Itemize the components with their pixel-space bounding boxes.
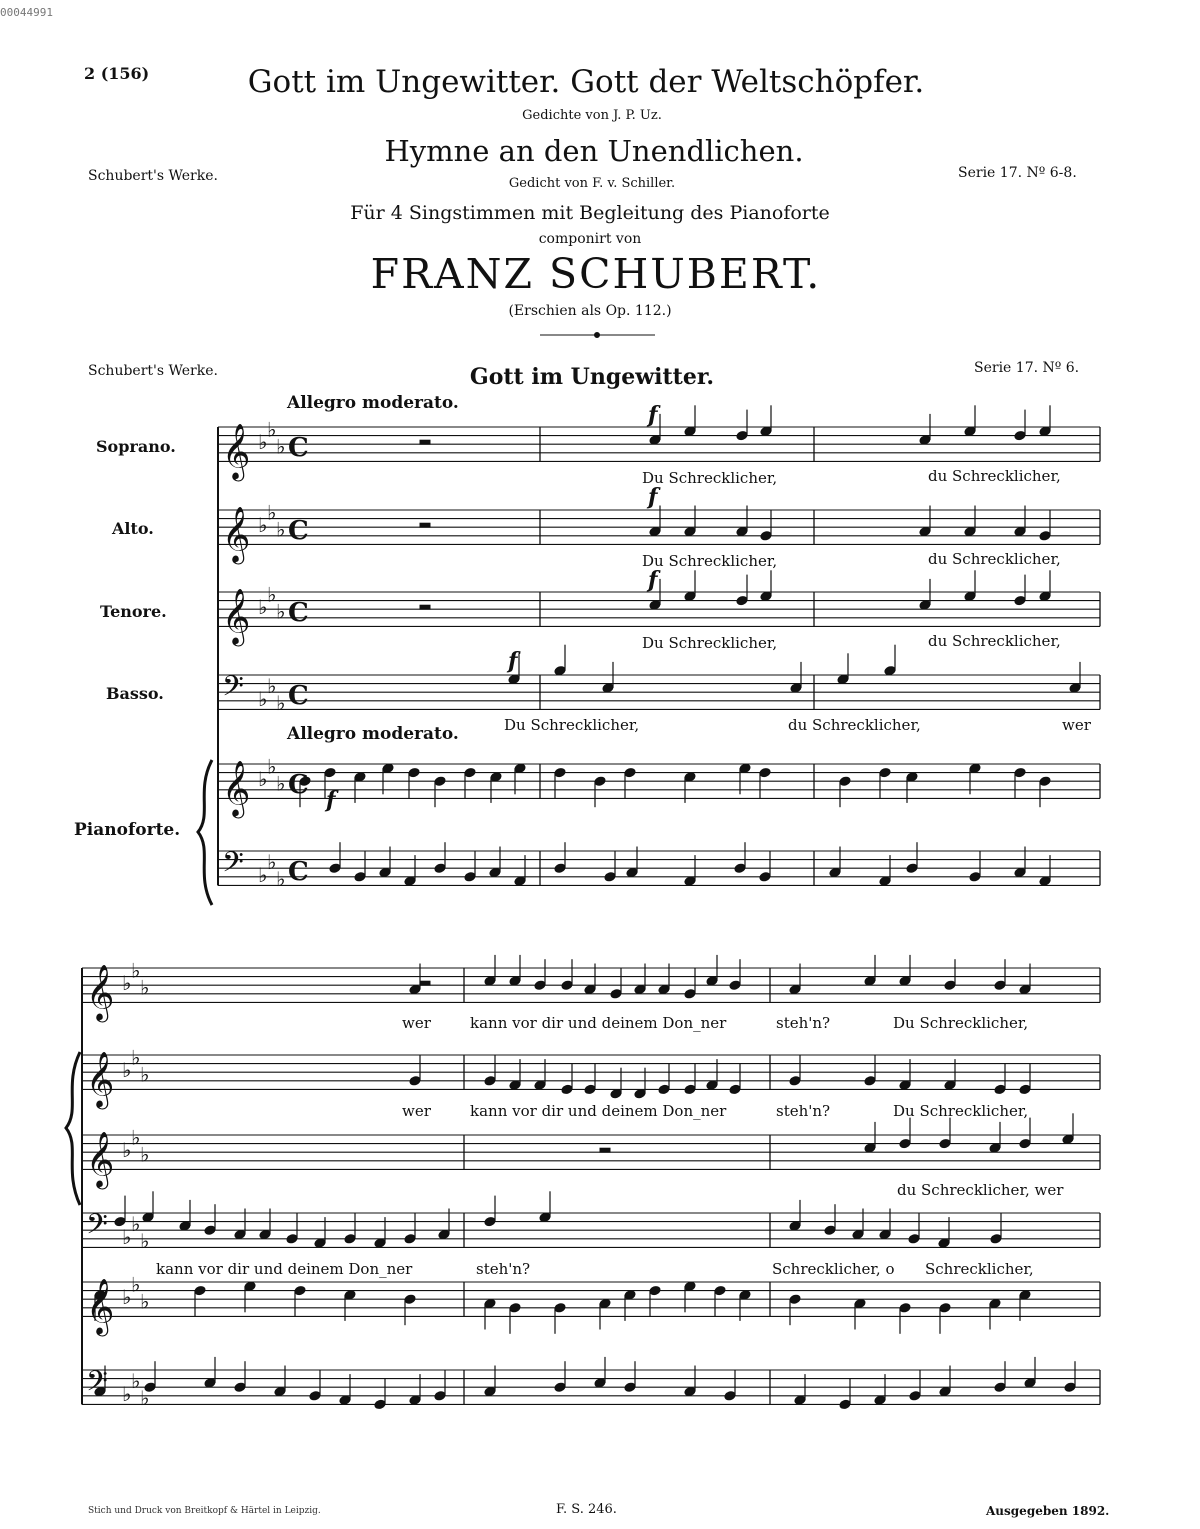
bass-clef-icon: 𝄢 (86, 1364, 108, 1405)
note-head (509, 1302, 521, 1313)
note-head (194, 1285, 206, 1296)
note-head (142, 1212, 154, 1223)
note-head (989, 1298, 1001, 1309)
note-head (789, 1075, 801, 1086)
note-head (909, 1390, 921, 1401)
note-head (234, 1229, 246, 1240)
printer-credit: Stich und Druck von Breitkopf & Härtel in Leipzig. (88, 1506, 321, 1516)
note-head (484, 976, 496, 987)
bass-clef-icon: 𝄢 (222, 669, 244, 710)
note-head (1019, 1084, 1031, 1095)
note-head (274, 1386, 286, 1397)
flat-icon: ♭ (267, 417, 277, 442)
note-head (994, 980, 1006, 991)
note-head (969, 763, 981, 774)
note-head (624, 1382, 636, 1393)
dynamic-forte-tenore: f (648, 567, 658, 593)
note-head (314, 1238, 326, 1249)
staves (82, 427, 1100, 1404)
note-head (408, 767, 420, 778)
flat-icon: ♭ (131, 1368, 141, 1393)
note-head (760, 591, 772, 602)
collection-title: Gott im Ungewitter. Gott der Weltschöpfer. (247, 64, 925, 100)
note-head (374, 1399, 386, 1410)
header-ornament (540, 333, 655, 338)
piano-label: Pianoforte. (74, 820, 181, 840)
flat-icon: ♭ (276, 691, 286, 716)
piano-brace-1 (198, 760, 212, 905)
note-head (484, 1216, 496, 1227)
flat-icon: ♭ (267, 673, 277, 698)
note-head (1039, 591, 1051, 602)
note-head (684, 1084, 696, 1095)
note-head (610, 988, 622, 999)
treble-clef-icon: 𝄞 (86, 1278, 115, 1335)
bass-clef-icon: 𝄢 (86, 1207, 108, 1248)
note-head (1014, 595, 1026, 606)
series-label-piece: Serie 17. Nº 6. (974, 360, 1080, 376)
note-head (839, 776, 851, 787)
note-head (382, 763, 394, 774)
lyric-s2-alto-3: steh'n? (776, 1102, 831, 1120)
voice-label-soprano: Soprano. (96, 437, 176, 456)
lyric-s2-soprano-4: Du Schrecklicher, (893, 1014, 1029, 1032)
note-head (899, 976, 911, 987)
note-head (939, 1138, 951, 1149)
opus-note: (Erschien als Op. 112.) (508, 303, 672, 319)
dynamic-forte-alto: f (648, 484, 658, 510)
page-number: 2 (156) (84, 64, 150, 83)
note-head (309, 1390, 321, 1401)
common-time-icon: C (288, 432, 309, 463)
note-head (409, 984, 421, 995)
note-head (204, 1378, 216, 1389)
note-head (684, 526, 696, 537)
whole-rest-icon (420, 440, 430, 444)
note-head (874, 1395, 886, 1406)
note-head (1039, 530, 1051, 541)
common-time-icon: C (288, 680, 309, 711)
note-head (684, 1386, 696, 1397)
voice-label-alto: Alto. (112, 519, 154, 538)
note-head (404, 1233, 416, 1244)
note-head (554, 1302, 566, 1313)
note-head (561, 980, 573, 991)
treble-clef-icon: 𝄞 (222, 423, 251, 480)
note-head (1014, 767, 1026, 778)
note-head (244, 1281, 256, 1292)
note-head (594, 776, 606, 787)
note-head (994, 1084, 1006, 1095)
note-head (658, 984, 670, 995)
note-head (354, 772, 366, 783)
note-head (484, 1386, 496, 1397)
note-head (634, 984, 646, 995)
dynamic-forte-basso: f (508, 648, 518, 674)
note-head (561, 1084, 573, 1095)
note-head (508, 674, 520, 685)
flat-icon: ♭ (122, 1285, 132, 1310)
note-head (514, 763, 526, 774)
lyric-s2-tenore-1: du Schrecklicher, wer (897, 1181, 1064, 1199)
note-head (464, 871, 476, 882)
flat-icon: ♭ (131, 1125, 141, 1150)
note-head (760, 426, 772, 437)
note-head (864, 1075, 876, 1086)
note-head (534, 980, 546, 991)
flat-icon: ♭ (258, 595, 268, 620)
note-head (649, 526, 661, 537)
flat-icon: ♭ (267, 582, 277, 607)
note-head (794, 1395, 806, 1406)
note-head (854, 1298, 866, 1309)
treble-clef-icon: 𝄞 (86, 1051, 115, 1108)
note-head (790, 683, 802, 694)
composer-name: FRANZ SCHUBERT. (370, 250, 822, 298)
lyric-s2-alto-1: wer (402, 1102, 431, 1120)
note-head (344, 1233, 356, 1244)
note-head (584, 984, 596, 995)
lyric-s2-alto-4: Du Schrecklicher, (893, 1102, 1029, 1120)
note-head (554, 767, 566, 778)
lyric-s1-tenore-2: du Schrecklicher, (928, 632, 1061, 650)
note-head (879, 767, 891, 778)
note-head (374, 1238, 386, 1249)
note-head (1024, 1378, 1036, 1389)
note-head (906, 772, 918, 783)
note-head (509, 976, 521, 987)
flat-icon: ♭ (122, 1381, 132, 1406)
note-head (684, 1281, 696, 1292)
note-head (734, 863, 746, 874)
note-head (379, 867, 391, 878)
flat-icon: ♭ (122, 1058, 132, 1083)
note-head (1039, 426, 1051, 437)
note-head (1019, 1138, 1031, 1149)
note-head (789, 1294, 801, 1305)
voice-label-basso: Basso. (106, 684, 164, 703)
note-head (706, 1080, 718, 1091)
note-head (706, 976, 718, 987)
flat-icon: ♭ (140, 1062, 150, 1087)
lyric-s2-basso-2: steh'n? (476, 1260, 531, 1278)
lyric-s1-soprano-2: du Schrecklicher, (928, 467, 1061, 485)
note-head (899, 1080, 911, 1091)
whole-rest-icon (420, 523, 430, 527)
note-head (1014, 430, 1026, 441)
note-head (684, 772, 696, 783)
common-time-icon: C (288, 597, 309, 628)
common-time-icon: C (288, 856, 309, 887)
whole-rest-icon (600, 1148, 610, 1152)
flat-icon: ♭ (140, 1386, 150, 1411)
flat-icon: ♭ (122, 971, 132, 996)
note-head (509, 1080, 521, 1091)
note-head (354, 871, 366, 882)
note-head (964, 426, 976, 437)
lyric-s1-soprano-1: Du Schrecklicher, (642, 469, 778, 487)
note-head (658, 1084, 670, 1095)
note-head (939, 1302, 951, 1313)
note-head (490, 772, 502, 783)
flat-icon: ♭ (258, 430, 268, 455)
lyric-s1-basso-1: Du Schrecklicher, (504, 716, 640, 734)
works-label-header: Schubert's Werke. (88, 168, 218, 184)
treble-clef-icon: 𝄞 (86, 1131, 115, 1188)
note-head (938, 1238, 950, 1249)
piece-title: Gott im Ungewitter. (469, 364, 715, 390)
common-time-icon: C (288, 515, 309, 546)
poet-credit-schiller: Gedicht von F. v. Schiller. (508, 176, 676, 191)
note-head (204, 1225, 216, 1236)
note-head (864, 976, 876, 987)
note-head (714, 1285, 726, 1296)
note-head (684, 426, 696, 437)
note-head (489, 867, 501, 878)
dynamic-forte-soprano: f (648, 402, 658, 428)
works-label-piece: Schubert's Werke. (88, 363, 218, 379)
note-head (684, 988, 696, 999)
treble-clef-icon: 𝄞 (86, 964, 115, 1021)
note-head (919, 526, 931, 537)
lyric-s2-basso-4: Schrecklicher, (925, 1260, 1034, 1278)
lyric-s1-basso-2: du Schrecklicher, (788, 716, 921, 734)
note-head (324, 767, 336, 778)
flat-icon: ♭ (258, 767, 268, 792)
lyric-s2-basso-3: Schrecklicher, o (772, 1260, 895, 1278)
note-head (554, 1382, 566, 1393)
note-head (464, 767, 476, 778)
note-head (434, 863, 446, 874)
note-head (234, 1382, 246, 1393)
note-head (1039, 776, 1051, 787)
flat-icon: ♭ (122, 1224, 132, 1249)
note-head (404, 1294, 416, 1305)
dynamic-forte-piano: f (326, 787, 336, 813)
note-head (624, 1290, 636, 1301)
note-head (1014, 526, 1026, 537)
note-head (344, 1290, 356, 1301)
note-head (409, 1075, 421, 1086)
note-head (339, 1395, 351, 1406)
note-head (906, 863, 918, 874)
lyric-s1-basso-3: wer (1062, 716, 1091, 734)
flat-icon: ♭ (140, 1289, 150, 1314)
note-head (944, 980, 956, 991)
note-head (594, 1378, 606, 1389)
note-head (684, 591, 696, 602)
note-head (989, 1143, 1001, 1154)
flat-icon: ♭ (276, 434, 286, 459)
treble-clef-icon: 𝄞 (222, 588, 251, 645)
barlines (82, 427, 1100, 1404)
whole-rest-icon (420, 981, 430, 985)
note-head (839, 1399, 851, 1410)
note-head (739, 1290, 751, 1301)
note-head (624, 767, 636, 778)
note-head (286, 1233, 298, 1244)
note-head (584, 1084, 596, 1095)
note-head (789, 984, 801, 995)
note-head (944, 1080, 956, 1091)
tempo-marking-piano: Allegro moderato. (287, 724, 459, 744)
note-head (964, 526, 976, 537)
flat-icon: ♭ (140, 975, 150, 1000)
note-head (539, 1212, 551, 1223)
note-head (759, 767, 771, 778)
note-head (626, 867, 638, 878)
composed-by: componirt von (538, 231, 642, 247)
note-head (602, 683, 614, 694)
note-head (829, 867, 841, 878)
flat-icon: ♭ (276, 771, 286, 796)
note-head (1019, 984, 1031, 995)
note-head (919, 600, 931, 611)
note-head (610, 1088, 622, 1099)
note-head (760, 530, 772, 541)
flat-icon: ♭ (140, 1229, 150, 1254)
lyric-s2-basso-1: kann vor dir und deinem Don_ner (156, 1260, 413, 1278)
note-head (554, 665, 566, 676)
piano-brace-2 (66, 1052, 80, 1205)
note-head (759, 871, 771, 882)
note-head (879, 1229, 891, 1240)
flat-icon: ♭ (122, 1138, 132, 1163)
note-head (990, 1233, 1002, 1244)
tempo-marking-voices: Allegro moderato. (287, 393, 459, 413)
note-head (824, 1225, 836, 1236)
flat-icon: ♭ (276, 867, 286, 892)
note-head (434, 1390, 446, 1401)
note-head (484, 1075, 496, 1086)
scan-id: 00044991 (0, 6, 53, 19)
note-head (724, 1390, 736, 1401)
flat-icon: ♭ (131, 1272, 141, 1297)
whole-rest-icon (420, 605, 430, 609)
note-head (739, 763, 751, 774)
note-head (852, 1229, 864, 1240)
note-head (729, 1084, 741, 1095)
note-head (1039, 876, 1051, 887)
note-head (1019, 1290, 1031, 1301)
note-head (919, 435, 931, 446)
note-head (259, 1229, 271, 1240)
note-head (434, 776, 446, 787)
note-head (599, 1298, 611, 1309)
flat-icon: ♭ (267, 754, 277, 779)
note-head (939, 1386, 951, 1397)
note-head (404, 876, 416, 887)
series-label-header: Serie 17. Nº 6-8. (958, 165, 1077, 181)
scoring-subtitle: Für 4 Singstimmen mit Begleitung des Pianoforte (350, 202, 830, 224)
note-head (1064, 1382, 1076, 1393)
bass-clef-icon: 𝄢 (222, 845, 244, 886)
flat-icon: ♭ (267, 500, 277, 525)
note-head (899, 1302, 911, 1313)
flat-icon: ♭ (258, 862, 268, 887)
note-head (969, 871, 981, 882)
note-head (554, 863, 566, 874)
treble-clef-icon: 𝄞 (222, 760, 251, 817)
poet-credit-uz: Gedichte von J. P. Uz. (522, 108, 662, 123)
flat-icon: ♭ (131, 1211, 141, 1236)
collection-title-2: Hymne an den Unendlichen. (384, 134, 804, 168)
note-head (634, 1088, 646, 1099)
note-head (409, 1395, 421, 1406)
note-head (514, 876, 526, 887)
note-head (684, 876, 696, 887)
flat-icon: ♭ (131, 958, 141, 983)
note-head (908, 1233, 920, 1244)
flat-icon: ♭ (276, 517, 286, 542)
voice-label-tenore: Tenore. (100, 602, 167, 621)
publication-year: Ausgegeben 1892. (986, 1504, 1110, 1518)
common-time-icon: C (288, 769, 309, 800)
flat-icon: ♭ (258, 513, 268, 538)
note-head (736, 526, 748, 537)
note-head (294, 1285, 306, 1296)
note-head (736, 430, 748, 441)
note-head (1014, 867, 1026, 878)
note-head (649, 600, 661, 611)
note-head (884, 665, 896, 676)
note-head (179, 1221, 191, 1232)
note-head (964, 591, 976, 602)
flat-icon: ♭ (131, 1045, 141, 1070)
note-head (1062, 1134, 1074, 1145)
note-head (649, 1285, 661, 1296)
lyric-s2-soprano-1: wer (402, 1014, 431, 1032)
lyric-s2-alto-2: kann vor dir und deinem Don_ner (470, 1102, 727, 1120)
lyric-s1-tenore-1: Du Schrecklicher, (642, 634, 778, 652)
note-head (899, 1138, 911, 1149)
note-head (789, 1221, 801, 1232)
note-head (534, 1080, 546, 1091)
note-head (994, 1382, 1006, 1393)
lyric-s2-soprano-3: steh'n? (776, 1014, 831, 1032)
flat-icon: ♭ (267, 849, 277, 874)
treble-clef-icon: 𝄞 (222, 506, 251, 563)
note-head (729, 980, 741, 991)
clefs (86, 417, 309, 1410)
note-head (837, 674, 849, 685)
flat-icon: ♭ (258, 686, 268, 711)
flat-icon: ♭ (140, 1142, 150, 1167)
note-head (736, 595, 748, 606)
note-head (604, 871, 616, 882)
note-head (484, 1298, 496, 1309)
flat-icon: ♭ (276, 599, 286, 624)
note-head (1069, 683, 1081, 694)
note-head (329, 863, 341, 874)
note-head (864, 1143, 876, 1154)
lyric-s1-alto-2: du Schrecklicher, (928, 550, 1061, 568)
lyric-s2-soprano-2: kann vor dir und deinem Don_ner (470, 1014, 727, 1032)
lyric-s1-alto-1: Du Schrecklicher, (642, 552, 778, 570)
note-head (438, 1229, 450, 1240)
plate-number: F. S. 246. (556, 1502, 617, 1517)
note-head (649, 435, 661, 446)
note-head (879, 876, 891, 887)
